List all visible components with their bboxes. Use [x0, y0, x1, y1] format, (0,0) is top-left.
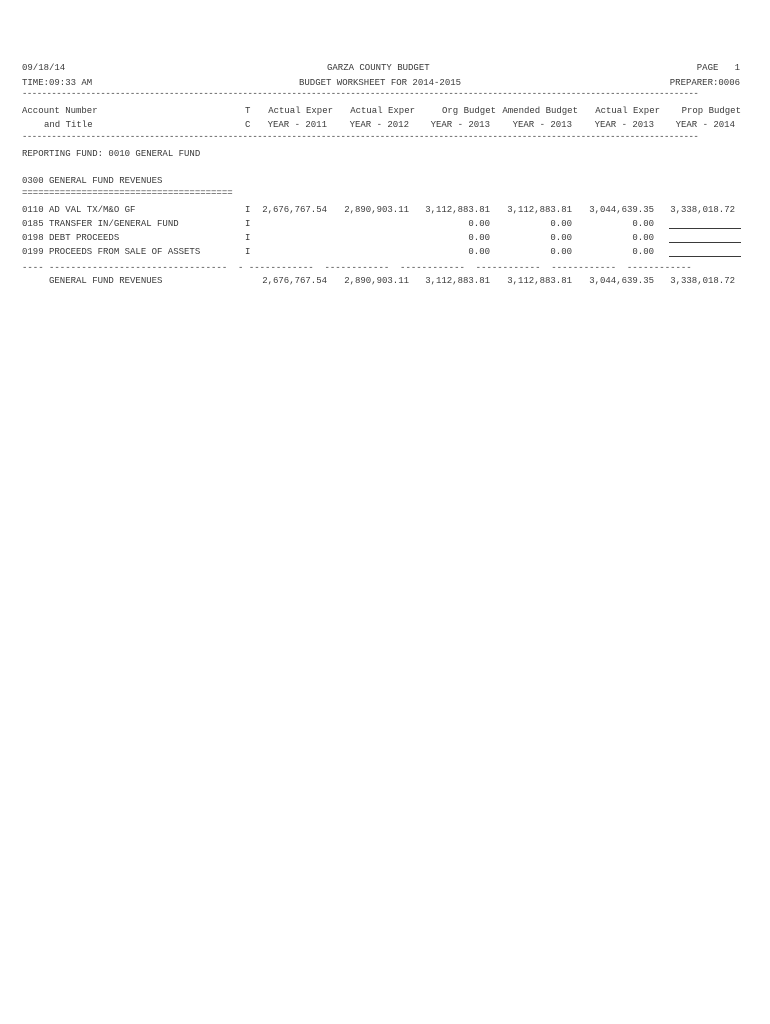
account-title: 0199 PROCEEDS FROM SALE OF ASSETS — [22, 247, 201, 257]
account-title: 0198 DEBT PROCEEDS — [22, 233, 120, 243]
report-title: BUDGET WORKSHEET FOR 2014-2015 — [299, 78, 462, 88]
col-account-heading: Account Number — [22, 106, 98, 116]
total-separator: ---- --------------------------------- - ------------ ------------ ------------ ------------ ------------ ------------ — [22, 263, 692, 273]
table-row — [0, 232, 770, 244]
total-actual-2011: 2,676,767.54 — [262, 276, 327, 286]
cell-amended-budget-2013: 0.00 — [550, 247, 572, 257]
org-title: GARZA COUNTY BUDGET — [327, 63, 430, 73]
prop-budget-entry-blank[interactable] — [669, 242, 741, 243]
total-actual-2012: 2,890,903.11 — [344, 276, 409, 286]
col-actual-2012-heading: Actual Exper — [350, 106, 415, 116]
col-year-2013-org: YEAR - 2013 — [430, 120, 490, 130]
total-org-budget-2013: 3,112,883.81 — [425, 276, 490, 286]
cell-actual-2013: 0.00 — [632, 233, 654, 243]
cell-prop-budget-2014: 3,338,018.72 — [670, 205, 735, 215]
table-row — [0, 218, 770, 230]
cell-org-budget-2013: 0.00 — [468, 219, 490, 229]
report-time: TIME:09:33 AM — [22, 78, 93, 88]
cell-amended-budget-2013: 0.00 — [550, 233, 572, 243]
cell-actual-2013: 0.00 — [632, 247, 654, 257]
col-actual-2013-heading: Actual Exper — [595, 106, 660, 116]
cell-org-budget-2013: 3,112,883.81 — [425, 205, 490, 215]
total-actual-2013: 3,044,639.35 — [589, 276, 654, 286]
section-underline: ======================================= — [22, 188, 233, 198]
col-account-subheading: and Title — [44, 120, 93, 130]
cell-actual-2013: 3,044,639.35 — [589, 205, 654, 215]
total-label: GENERAL FUND REVENUES — [49, 276, 163, 286]
table-row — [0, 204, 770, 216]
cell-amended-budget-2013: 3,112,883.81 — [507, 205, 572, 215]
report-header-line1 — [0, 62, 770, 74]
col-amended-budget-heading: Amended Budget — [502, 106, 578, 116]
total-row — [0, 275, 770, 287]
table-row — [0, 246, 770, 258]
type-code: I — [245, 219, 251, 229]
col-type-heading: T — [245, 106, 251, 116]
cell-actual-2013: 0.00 — [632, 219, 654, 229]
col-type-subheading: C — [245, 120, 251, 130]
header-rule-top: ------------------------------------------------------------------------------------------------------------------------------------------ — [22, 89, 699, 99]
page-number: PAGE 1 — [696, 63, 740, 73]
reporting-fund-label: REPORTING FUND: 0010 GENERAL FUND — [22, 149, 201, 159]
type-code: I — [245, 247, 251, 257]
header-rule-bottom: ------------------------------------------------------------------------------------------------------------------------------------------ — [22, 132, 699, 142]
report-header-line2 — [0, 77, 770, 89]
type-code: I — [245, 205, 251, 215]
cell-actual-2012: 2,890,903.11 — [344, 205, 409, 215]
section-title: 0300 GENERAL FUND REVENUES — [22, 176, 163, 186]
col-year-2012: YEAR - 2012 — [349, 120, 409, 130]
col-year-2013-amended: YEAR - 2013 — [512, 120, 572, 130]
column-headings-line1 — [0, 105, 770, 117]
prop-budget-entry-blank[interactable] — [669, 228, 741, 229]
preparer-id: PREPARER:0006 — [669, 78, 740, 88]
report-date: 09/18/14 — [22, 63, 66, 73]
cell-amended-budget-2013: 0.00 — [550, 219, 572, 229]
col-year-2014: YEAR - 2014 — [675, 120, 735, 130]
cell-org-budget-2013: 0.00 — [468, 233, 490, 243]
prop-budget-entry-blank[interactable] — [669, 256, 741, 257]
column-headings-line2 — [0, 119, 770, 131]
type-code: I — [245, 233, 251, 243]
col-actual-2011-heading: Actual Exper — [268, 106, 333, 116]
total-amended-budget-2013: 3,112,883.81 — [507, 276, 572, 286]
cell-org-budget-2013: 0.00 — [468, 247, 490, 257]
col-org-budget-heading: Org Budget — [441, 106, 496, 116]
account-title: 0110 AD VAL TX/M&O GF — [22, 205, 136, 215]
total-prop-budget-2014: 3,338,018.72 — [670, 276, 735, 286]
col-year-2013-actual: YEAR - 2013 — [594, 120, 654, 130]
col-year-2011: YEAR - 2011 — [267, 120, 327, 130]
cell-actual-2011: 2,676,767.54 — [262, 205, 327, 215]
account-title: 0185 TRANSFER IN/GENERAL FUND — [22, 219, 179, 229]
col-prop-budget-heading: Prop Budget — [681, 106, 741, 116]
